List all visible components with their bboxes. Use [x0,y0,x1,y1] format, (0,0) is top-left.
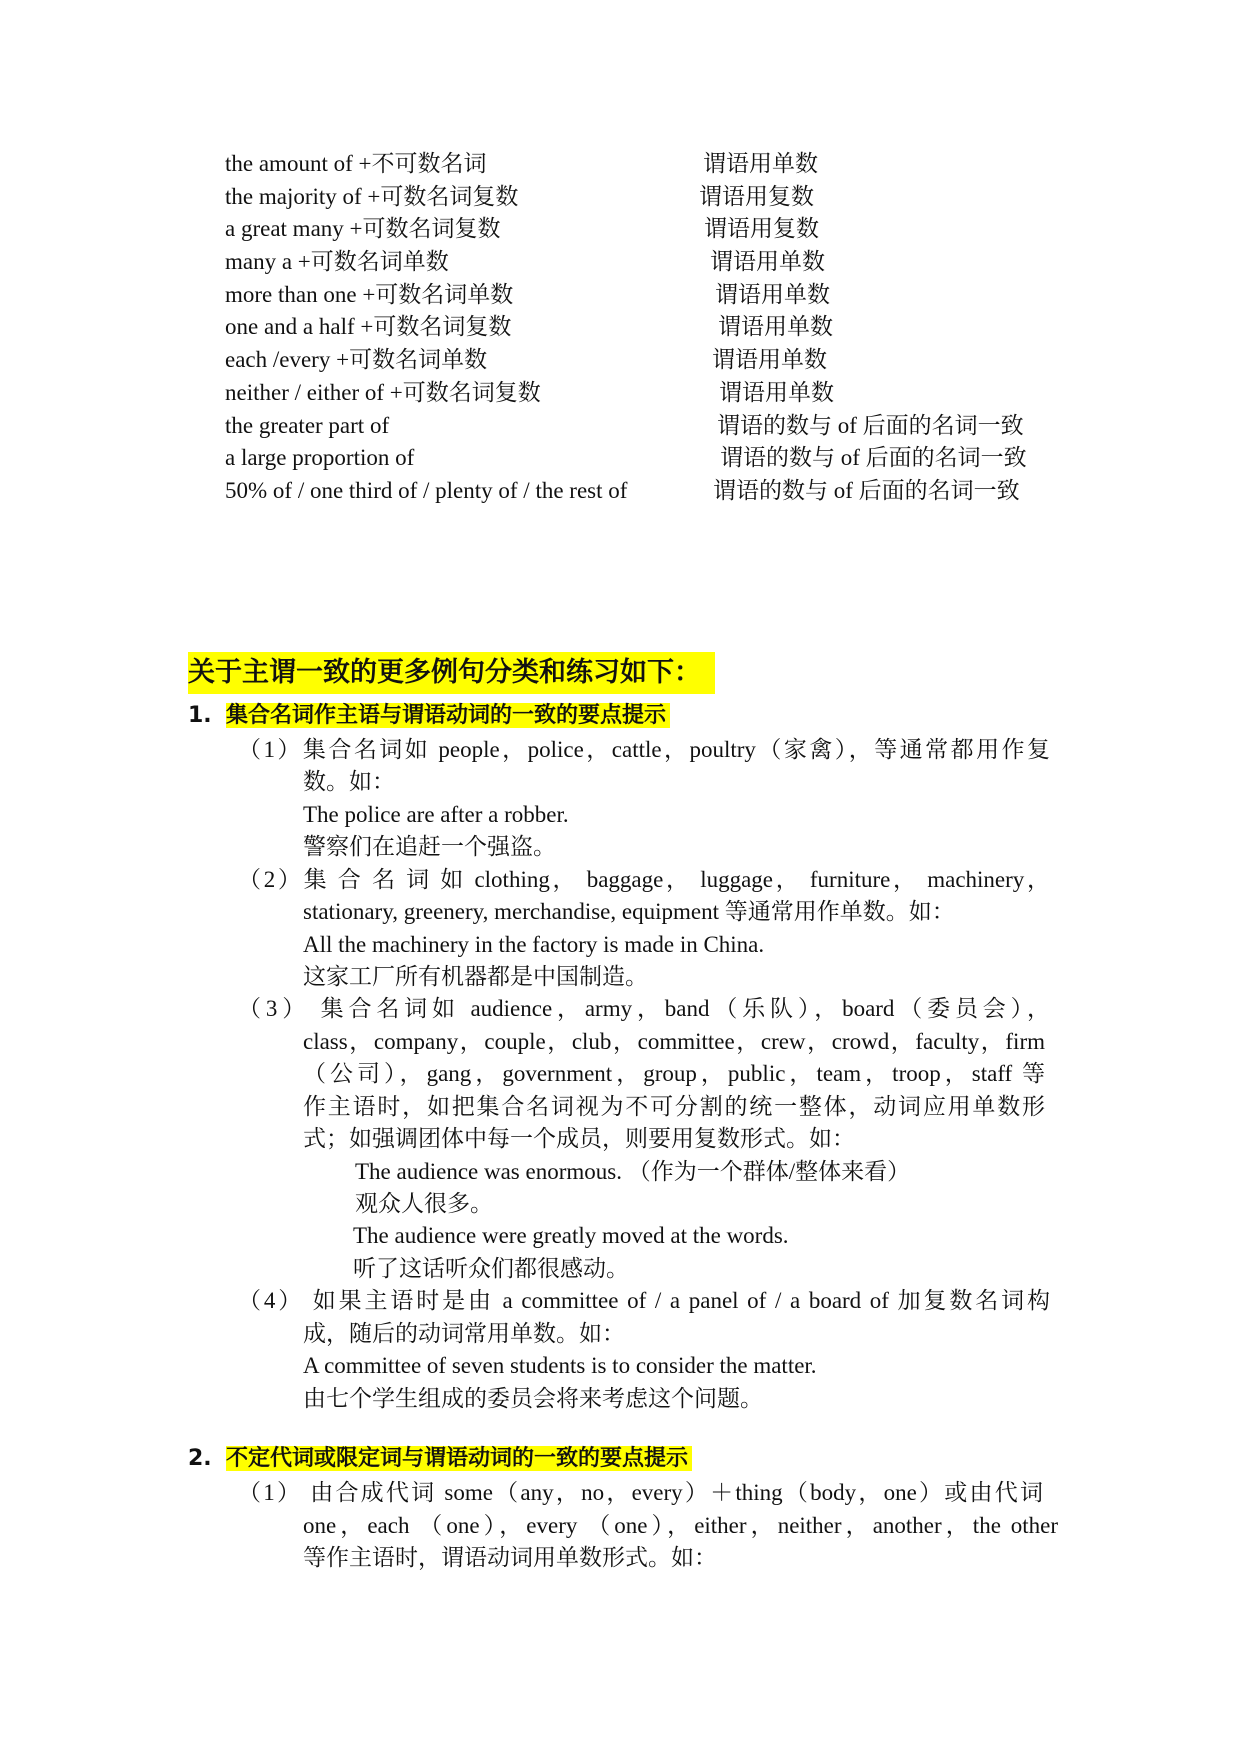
rule-phrase: a great many +可数名词复数 [225,216,501,242]
example-sentence: A committee of seven students is to consider the matter. [303,1353,817,1378]
rule-phrase: more than one +可数名词单数 [225,281,514,307]
example-translation: 观众人很多。 [355,1191,493,1216]
rule-verb-number: 谓语的数与 of 后面的名词一致 [713,477,1020,503]
section-title: 关于主谓一致的更多例句分类和练习如下： [188,652,715,694]
example-translation: 警察们在追赶一个强盗。 [303,834,556,859]
paragraph-line: 等作主语时，谓语动词用单数形式。如： [303,1545,717,1570]
paragraph-line: class，company，couple，club，committee，crew，crowd，faculty，firm [303,1029,1045,1054]
rule-verb-number: 谓语用单数 [712,347,827,373]
rule-verb-number: 谓语的数与 of 后面的名词一致 [720,445,1027,471]
rule-phrase: each /every +可数名词单数 [225,347,488,373]
heading-collective-nouns [188,700,670,732]
rule-row [225,475,1125,508]
rule-row [225,148,1125,181]
heading-text: 集合名词作主语与谓语动词的一致的要点提示 [226,703,670,728]
example-sentence: The audience were greatly moved at the words. [353,1223,789,1248]
rule-row [225,213,1125,246]
rule-phrase: neither / either of +可数名词复数 [225,379,541,405]
rule-verb-number: 谓语的数与 of 后面的名词一致 [717,412,1024,438]
rule-row [225,410,1125,443]
example-translation: 听了这话听众们都很感动。 [353,1256,629,1281]
paragraph-line: （3） 集合名词如 audience，army，band（乐队），board（委员会）， [238,996,1050,1021]
rule-phrase: one and a half +可数名词复数 [225,314,512,340]
rule-row [225,311,1125,344]
paragraph-line: 成，随后的动词常用单数。如： [303,1321,625,1346]
rule-verb-number: 谓语用单数 [719,379,834,405]
rule-row [225,344,1125,377]
heading-number: 1. [188,703,212,728]
example-sentence: The police are after a robber. [303,802,569,827]
rule-phrase: 50% of / one third of / plenty of / the rest of [225,477,628,503]
rule-phrase: the amount of +不可数名词 [225,151,487,176]
heading-indefinite-pronouns [188,1443,692,1475]
paragraph-line: （公司），gang，government，group，public，team，troop，staff 等 [303,1061,1045,1086]
rule-phrase: the greater part of [225,412,390,438]
paragraph-line: 式；如强调团体中每一个成员，则要用复数形式。如： [303,1126,855,1151]
rule-verb-number: 谓语用单数 [715,281,830,307]
rule-row [225,279,1125,312]
rule-verb-number: 谓语用复数 [699,183,814,209]
paragraph-line: stationary, greenery, merchandise, equipment 等通常用作单数。如： [303,899,955,924]
rule-verb-number: 谓语用单数 [703,151,818,176]
example-translation: 由七个学生组成的委员会将来考虑这个问题。 [303,1386,763,1411]
example-translation: 这家工厂所有机器都是中国制造。 [303,964,648,989]
heading-number: 2. [188,1446,212,1471]
rule-row [225,246,1125,279]
agreement-rule-table [225,148,1125,508]
rule-phrase: a large proportion of [225,445,415,471]
paragraph-line: （2）集 合 名 词 如 clothing， baggage， luggage， furniture， machinery， [238,867,1050,892]
rule-row [225,442,1125,475]
rule-row [225,181,1125,214]
example-sentence: All the machinery in the factory is made in China. [303,932,765,957]
heading-text: 不定代词或限定词与谓语动词的一致的要点提示 [226,1446,692,1471]
paragraph-line: （1） 由合成代词 some（any，no，every）＋thing（body，one）或由代词 [238,1480,1043,1505]
rule-verb-number: 谓语用复数 [704,216,819,242]
rule-verb-number: 谓语用单数 [710,249,825,275]
rule-verb-number: 谓语用单数 [718,314,833,340]
paragraph-line: 作主语时，如把集合名词视为不可分割的统一整体，动词应用单数形 [303,1094,1045,1119]
paragraph-line: （1）集合名词如 people，police，cattle，poultry（家禽），等通常都用作复 [238,737,1050,762]
rule-row [225,377,1125,410]
rule-phrase: the majority of +可数名词复数 [225,183,519,209]
example-sentence: The audience was enormous. （作为一个群体/整体来看） [355,1159,911,1184]
paragraph-line: one，each （one），every （one），either，neither，another，the other [303,1513,1058,1538]
paragraph-line: 数。如： [303,769,395,794]
paragraph-line: （4） 如果主语时是由 a committee of / a panel of / a board of 加复数名词构 [238,1288,1050,1313]
rule-phrase: many a +可数名词单数 [225,249,449,275]
